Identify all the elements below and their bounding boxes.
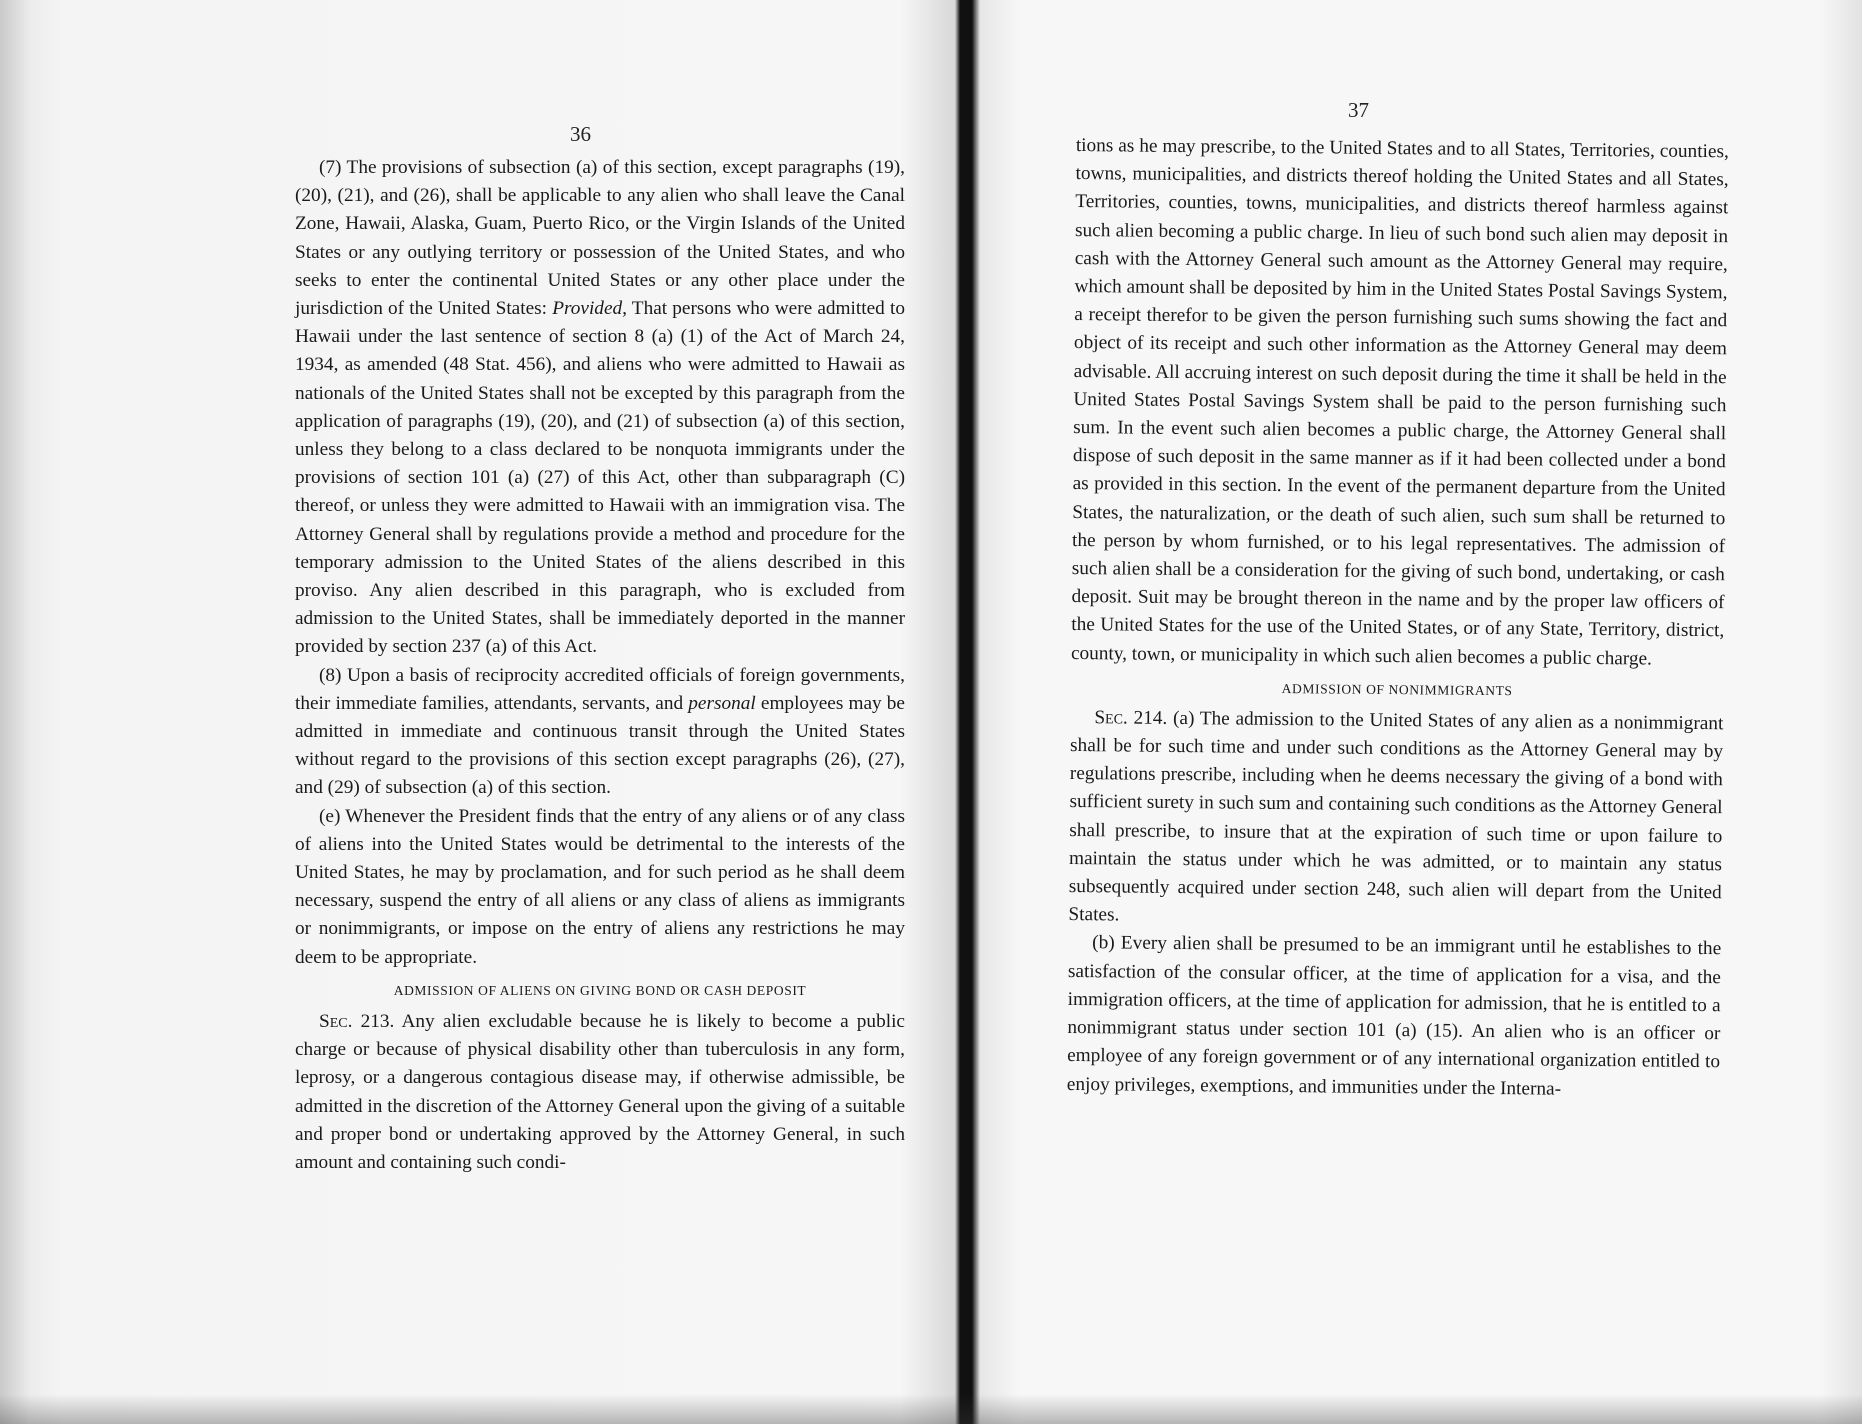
paragraph-e: (e) Whenever the President finds that the entry of any aliens or of any class of aliens into the United States would be detrimental to the interests of the United States, he may by proclamation, and for such period as he shall deem necessary, suspend the entry of all aliens or any class of aliens as immigrants or nonimmigrants, or impose on the entry of aliens any restrictions he may deem to be appropriate. — [295, 805, 905, 968]
section-213-text: Any alien excludable because he is likely to become a public charge or because of physical disability other than tuberculosis in any form, leprosy, or a dangerous contagious disease may, if otherwise admissible, be admitted in the discretion of the Attorney General upon the giving of a suitable and proper bond or undertaking approved by the Attorney General, in such amount and containing such condi- — [295, 1010, 905, 1173]
paragraph-7 — [295, 154, 905, 662]
paragraph-8-text-b: employees may be admitted in immediate and continuous transit through the United States without regard to the provisions of this section except paragraphs (26), (27), and (29) of subsection (a) of this section. — [295, 692, 905, 799]
page-bottom-shadow — [0, 1394, 1862, 1424]
paragraph-8 — [295, 662, 905, 803]
personal-italic: personal — [688, 692, 756, 714]
page-number: 36 — [570, 122, 591, 146]
section-214-label: Sec. 214. — [1094, 707, 1168, 729]
section-heading-213: ADMISSION OF ALIENS ON GIVING BOND OR CASH DEPOSIT — [393, 982, 807, 998]
section-heading-214: ADMISSION OF NONIMMIGRANTS — [1281, 680, 1513, 699]
paragraph-b: (b) Every alien shall be presumed to be an immigrant until he establishes to the satisfaction of the consular officer, at the time of application for a visa, and the immigration officers, at the time of application for admission, that he is entitled to a nonimmigrant status under section 101 (a) (15). An alien who is an officer or employee of any foreign government or of any international organization entitled to enjoy privileges, exemptions, and immunities under the Interna- — [1066, 932, 1722, 1100]
paragraph-8-text-a: (8) Upon a basis of reciprocity accredited officials of foreign governments, their immediate families, attendants, servants, and — [295, 664, 905, 714]
right-page-text — [1067, 132, 1729, 1105]
page-number: 37 — [1348, 98, 1369, 122]
left-page-text — [295, 154, 905, 1177]
section-214 — [1068, 704, 1723, 936]
right-page — [975, 0, 1862, 1424]
section-214-text: (a) The admission to the United States of any alien as a nonimmigrant shall be for such time and under such conditions as the Attorney General may by regulations prescribe, including when he deems necessary the giving of a bond with sufficient surety in such sum and containing such conditions as the Attorney General shall prescribe, to insure that at the expiration of such time or upon failure to maintain the status under which he was admitted, or to maintain any status subsequently acquired under section 248, such alien will depart from the United States. — [1068, 707, 1724, 926]
section-213-label: Sec. 213. — [319, 1010, 395, 1032]
provided-italic: Provided, — [552, 298, 627, 320]
left-page — [40, 0, 955, 1424]
paragraph-7-text-b: That persons who were admitted to Hawaii under the last sentence of section 8 (a) (1) of the Act of March 24, 1934, as amended (48 Stat. 456), and aliens who were admitted to Hawaii as nationals of the United States shall not be excepted by this paragraph from the application of paragraphs (19), (20), and (21) of subsection (a) of this section, unless they belong to a class declared to be nonquota immigrants under the provisions of section 101 (a) (27) of this Act, other than subparagraph (C) thereof, or unless they were admitted to Hawaii with an immigration visa. The Attorney General shall by regulations provide a method and procedure for the temporary admission to the United States of the aliens described in this proviso. Any alien described in this paragraph, who is excluded from admission to the United States, shall be immediately deported in the manner provided by section 237 (a) of this Act. — [295, 298, 905, 658]
section-213-continued: tions as he may prescribe, to the United States and to all States, Territories, counties, towns, municipalities, and districts thereof holding the United States and all States, Territories, counties, towns, municipalities, and districts thereof harmless against such alien becoming a public charge. In lieu of such bond such alien may deposit in cash with the Attorney General such amount as the Attorney General may require, which amount shall be deposited by him in the United States Postal Savings System, a receipt therefor to be given the person furnishing such sums showing the fact and object of its receipt and such other information as the Attorney General may deem advisable. All accruing interest on such deposit during the time it shall be held in the United States Postal Savings System shall be paid to the person furnishing such sum. In the event such alien becomes a public charge, the Attorney General shall dispose of such deposit in the same manner as if it had been collected under a bond as provided in this section. In the event of the permanent departure from the United States, the naturalization, or the death of such alien, such sum shall be returned to the person by whom furnished, or to his legal representatives. The admission of such alien shall be a consideration for the giving of such bond, undertaking, or cash deposit. Suit may be brought thereon in the name and by the proper law officers of the United States for the use of the United States, or of any State, Territory, district, county, town, or municipality in which such alien becomes a public charge. — [1070, 134, 1729, 670]
paragraph-7-text-a: (7) The provisions of subsection (a) of this section, except paragraphs (19), (20), (21), and (26), shall be applicable to any alien who shall leave the Canal Zone, Hawaii, Alaska, Guam, Puerto Rico, or the Virgin Islands of the United States or any outlying territory or possession of the United States, and who seeks to enter the continental United States or any other place under the jurisdiction of the United States: — [295, 157, 905, 320]
section-213 — [295, 1008, 905, 1177]
